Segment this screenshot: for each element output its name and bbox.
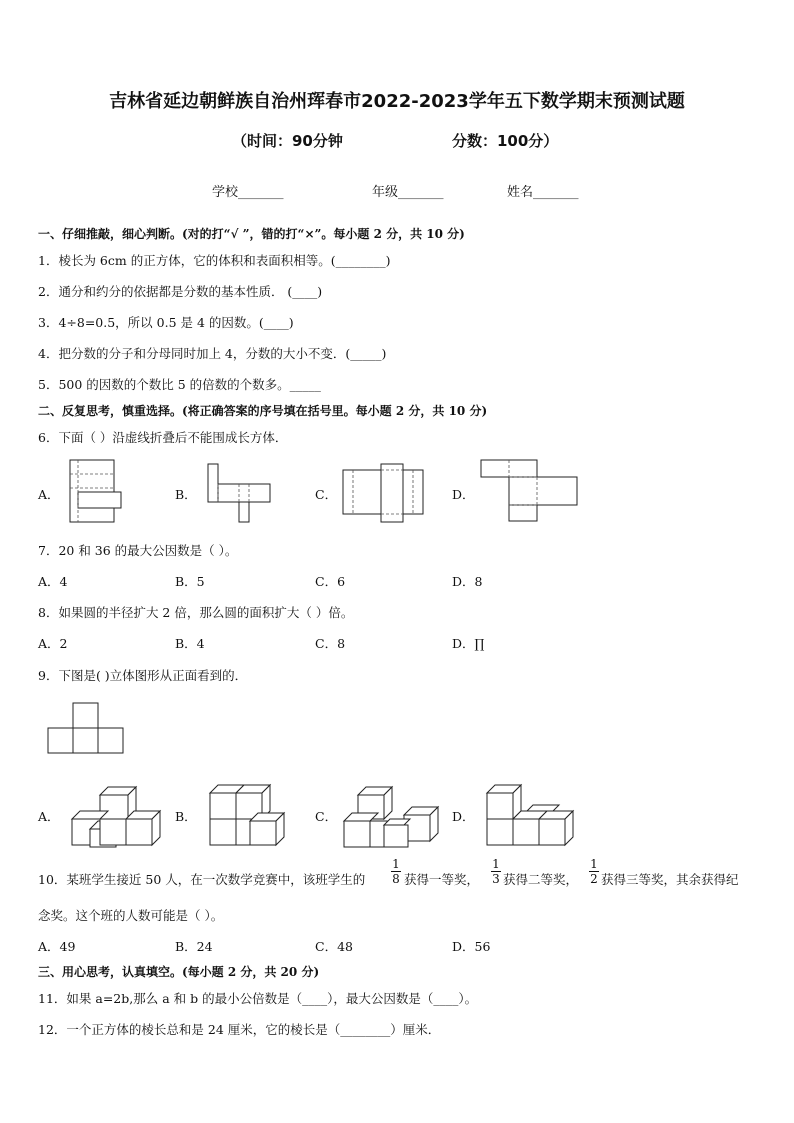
q6-net-d xyxy=(481,460,579,522)
q8-option-d: D．∏ xyxy=(452,636,485,651)
question-10-part-d: 获得三等奖，其余获得纪 xyxy=(601,872,739,887)
question-12: 12．一个正方体的棱长总和是 24 厘米，它的棱长是（________）厘米． xyxy=(38,1022,441,1037)
q10-option-c: C．48 xyxy=(315,939,353,954)
q9-option-b: B． xyxy=(175,809,197,824)
q8-option-b: B．4 xyxy=(175,636,205,651)
question-6: 6．下面（ ）沿虚线折叠后不能围成长方体． xyxy=(38,430,288,445)
q6-option-c: C． xyxy=(315,487,338,502)
exam-time: （时间：90分钟 xyxy=(232,132,343,150)
q9-front-view xyxy=(48,703,124,753)
question-10-part-a: 10．某班学生接近 50 人，在一次数学竞赛中，该班学生的 xyxy=(38,872,366,887)
question-8: 8．如果圆的半径扩大 2 倍，那么圆的面积扩大（ ）倍。 xyxy=(38,605,354,620)
grade-field: 年级_______ xyxy=(372,185,444,200)
q8-option-c: C．8 xyxy=(315,636,346,651)
q9-option-d: D． xyxy=(452,809,475,824)
q7-option-d: D．8 xyxy=(452,574,483,589)
section-3-heading: 三、用心思考，认真填空。(每小题 2 分，共 20 分) xyxy=(38,965,320,979)
name-field: 姓名_______ xyxy=(507,185,579,200)
q10-option-b: B．24 xyxy=(175,939,213,954)
section-1-heading: 一、仔细推敲，细心判断。(对的打“√ ”，错的打“×”。每小题 2 分，共 10 分) xyxy=(38,227,465,241)
school-field: 学校_______ xyxy=(212,185,284,200)
q7-option-c: C．6 xyxy=(315,574,346,589)
q10-option-a: A．49 xyxy=(38,939,76,954)
q7-option-a: A．4 xyxy=(38,574,68,589)
question-11: 11．如果 a=2b,那么 a 和 b 的最小公倍数是（____），最大公因数是（____）。 xyxy=(38,991,478,1006)
q6-net-a xyxy=(70,460,125,522)
question-1: 1．棱长为 6cm 的正方体，它的体积和表面积相等。(________) xyxy=(38,253,391,268)
page-title: 吉林省延边朝鲜族自治州珲春市2022-2023学年五下数学期末预测试题 xyxy=(109,91,685,112)
q6-net-c xyxy=(343,464,425,522)
q10-fraction-3: $\frac{1}{2}$ xyxy=(590,857,598,886)
q9-solid-c xyxy=(344,785,444,851)
q10-option-d: D．56 xyxy=(452,939,491,954)
question-7: 7．20 和 36 的最大公因数是（ ）。 xyxy=(38,543,238,558)
q9-option-c: C． xyxy=(315,809,338,824)
q8-option-a: A．2 xyxy=(38,636,68,651)
q6-option-b: B． xyxy=(175,487,197,502)
q6-option-d: D． xyxy=(452,487,475,502)
question-10-part-c: 获得二等奖， xyxy=(503,872,579,887)
question-10-part-e: 念奖。这个班的人数可能是（ ）。 xyxy=(38,908,224,923)
exam-score: 分数：100分） xyxy=(452,132,559,150)
question-2: 2．通分和约分的依据都是分数的基本性质． (____) xyxy=(38,284,323,299)
question-4: 4．把分数的分子和分母同时加上 4，分数的大小不变．(_____) xyxy=(38,346,387,361)
question-5: 5．500 的因数的个数比 5 的倍数的个数多。_____ xyxy=(38,377,321,392)
q6-option-a: A． xyxy=(38,487,60,502)
question-9: 9．下图是( )立体图形从正面看到的． xyxy=(38,668,248,683)
section-2-heading: 二、反复思考，慎重选择。(将正确答案的序号填在括号里。每小题 2 分，共 10 分) xyxy=(38,404,488,418)
q10-fraction-2: $\frac{1}{3}$ xyxy=(492,857,500,886)
question-3: 3．4÷8=0.5，所以 0.5 是 4 的因数。(____) xyxy=(38,315,294,330)
q10-fraction-1: $\frac{1}{8}$ xyxy=(392,857,400,886)
q9-solid-a xyxy=(72,785,162,847)
q9-solid-b xyxy=(210,785,296,847)
question-10-part-b: 获得一等奖， xyxy=(404,872,480,887)
q9-option-a: A． xyxy=(38,809,60,824)
q6-net-b xyxy=(208,464,272,524)
q9-solid-d xyxy=(487,785,577,847)
q7-option-b: B．5 xyxy=(175,574,205,589)
